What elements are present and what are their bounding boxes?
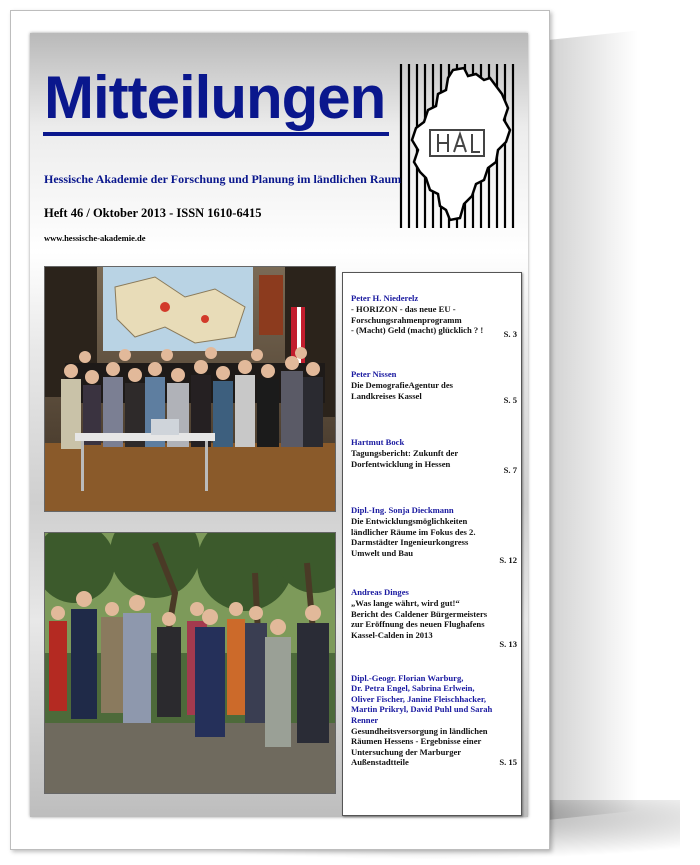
toc-title: „Was lange währt, wird gut!“ Bericht des Caldener Bürgermeisters zur Eröffnung des neuen Flughafens Kassel-Calden in 2013 — [351, 598, 488, 640]
toc-title: Die DemografieAgentur des Landkreises Kassel — [351, 380, 453, 401]
toc-title: Die Entwicklungsmöglichkeiten ländlicher Räume im Fokus des 2. Darmstädter Ingenieurkongress Umwelt und Bau — [351, 516, 476, 558]
toc-entry[interactable] — [351, 505, 517, 558]
toc-author: Andreas Dinges — [351, 587, 409, 597]
hal-logo-icon — [398, 64, 520, 228]
toc-author: Peter Nissen — [351, 369, 397, 379]
toc-page-number: S. 15 — [499, 757, 517, 767]
magazine-title: Mitteilungen — [44, 64, 386, 131]
toc-page-number: S. 5 — [503, 395, 517, 405]
group-photo-conference — [44, 266, 336, 512]
group-photo-outdoors — [44, 532, 336, 794]
toc-page-number: S. 13 — [499, 639, 517, 649]
toc-author: Peter H. Niederelz — [351, 293, 419, 303]
toc-entry[interactable] — [351, 293, 517, 336]
svg-text:HAL: HAL — [457, 149, 460, 150]
website-link: www.hessische-akademie.de — [44, 233, 146, 243]
toc-entry[interactable] — [351, 437, 517, 469]
toc-author: Dipl.-Geogr. Florian Warburg, Dr. Petra Engel, Sabrina Erlwein, Oliver Fischer, Janine Fleischhacker, Martin Prikryl, David Puhl und Sarah Renner — [351, 673, 493, 725]
toc-entry[interactable] — [351, 369, 517, 401]
title-underline — [43, 132, 389, 136]
issue-info: Heft 46 / Oktober 2013 - ISSN 1610-6415 — [44, 206, 262, 220]
toc-entry[interactable] — [351, 587, 517, 640]
page-shadow-right — [548, 31, 638, 820]
toc-title: Tagungsbericht: Zukunft der Dorfentwicklung in Hessen — [351, 448, 459, 469]
toc-page-number: S. 7 — [503, 465, 517, 475]
toc-title: - HORIZON - das neue EU - Forschungsrahmenprogramm - (Macht) Geld (macht) glücklich ? ! — [351, 304, 484, 336]
table-of-contents — [342, 272, 522, 816]
toc-page-number: S. 3 — [503, 329, 517, 339]
toc-entry[interactable] — [351, 673, 517, 768]
toc-author: Hartmut Bock — [351, 437, 405, 447]
organization-name: Hessische Akademie der Forschung und Planung im ländlichen Raum — [44, 172, 402, 186]
toc-page-number: S. 12 — [499, 555, 517, 565]
toc-author: Dipl.-Ing. Sonja Dieckmann — [351, 505, 454, 515]
toc-title: Gesundheitsversorgung in ländlichen Räumen Hessens - Ergebnisse einer Untersuchung der Marburger Außenstadtteile — [351, 726, 488, 768]
